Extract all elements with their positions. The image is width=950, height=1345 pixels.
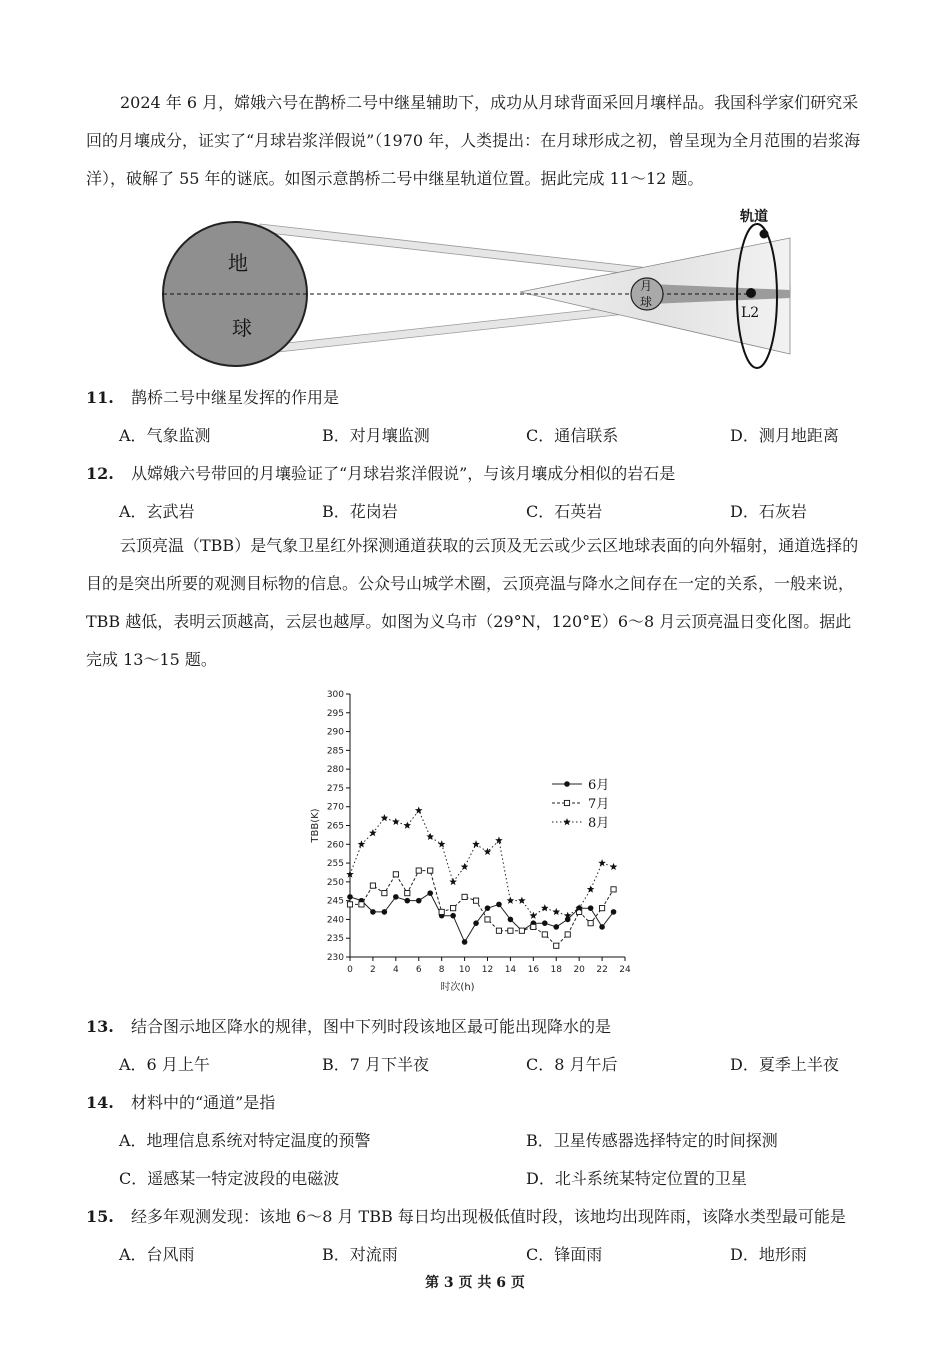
l2-point	[746, 288, 756, 298]
question-14	[86, 1090, 876, 1113]
question-11	[86, 385, 876, 408]
question-number: 15.	[86, 1207, 114, 1226]
data-point-series-1	[611, 909, 617, 915]
x-tick-label: 8	[438, 965, 445, 975]
data-point-series-1	[553, 924, 559, 930]
y-tick-label: 245	[326, 896, 344, 907]
orbit-label: 轨道	[740, 209, 768, 225]
data-point-series-2	[359, 902, 364, 907]
y-tick-label: 260	[326, 840, 344, 851]
legend-label-3: 8月	[588, 816, 610, 831]
data-point-series-3	[518, 897, 526, 904]
option-c[interactable]: C．8 月午后	[526, 1055, 618, 1074]
data-point-series-2	[542, 932, 547, 937]
x-tick-label: 14	[504, 965, 517, 975]
y-tick-label: 255	[326, 859, 344, 870]
option-a[interactable]: A．6 月上午	[119, 1055, 210, 1074]
data-point-series-2	[496, 928, 501, 933]
data-point-series-2	[611, 887, 616, 892]
x-tick-label: 2	[370, 965, 376, 975]
y-tick-label: 290	[326, 727, 344, 738]
y-tick-label: 265	[326, 821, 344, 832]
data-point-series-1	[599, 924, 605, 930]
data-point-series-2	[428, 868, 433, 873]
y-tick-label: 250	[326, 877, 344, 888]
data-point-series-2	[473, 898, 478, 903]
data-point-series-2	[485, 917, 490, 922]
relay-satellite-diagram	[150, 204, 810, 374]
x-tick-label: 20	[573, 965, 585, 975]
data-point-series-3	[392, 818, 400, 825]
data-point-series-3	[598, 859, 606, 866]
option-a[interactable]: A．玄武岩	[119, 502, 195, 521]
y-tick-label: 240	[326, 915, 344, 926]
data-point-series-1	[347, 894, 353, 900]
option-c[interactable]: C．通信联系	[526, 426, 619, 445]
data-point-series-2	[451, 906, 456, 911]
data-point-series-2	[370, 883, 375, 888]
relay-satellite	[760, 230, 769, 239]
data-point-series-3	[507, 897, 515, 904]
data-point-series-1	[542, 920, 548, 926]
l2-label: L2	[741, 305, 760, 321]
data-point-series-1	[462, 939, 468, 945]
tbb-daily-chart	[300, 684, 640, 1004]
data-point-series-2	[531, 924, 536, 929]
y-tick-label: 275	[326, 783, 344, 794]
earth-label-top: 地	[228, 251, 248, 275]
data-point-series-1	[382, 909, 388, 915]
option-c[interactable]: C．锋面雨	[526, 1245, 603, 1264]
passage-1: 2024 年 6 月，嫦娥六号在鹊桥二号中继星辅助下，成功从月球背面采回月壤样品。我国科学家们研究采回的月壤成分，证实了“月球岩浆洋假说”（1970 年，人类提出：在月球形成之初，曾呈现为全月范围的岩浆海洋），破解了 55 年的谜底。如图示意鹊桥二号中继星轨道位置。据此完成 11～12 题。	[86, 93, 861, 188]
y-tick-label: 280	[326, 765, 344, 776]
x-tick-label: 24	[619, 965, 631, 975]
data-point-series-2	[416, 868, 421, 873]
legend-label-2: 7月	[588, 797, 610, 812]
legend-marker-2	[564, 800, 569, 805]
question-number: 14.	[86, 1093, 114, 1112]
moon-label-bottom: 球	[640, 295, 653, 309]
legend-label-1: 6月	[588, 778, 610, 793]
moon-label-top: 月	[640, 279, 653, 293]
data-point-series-2	[519, 928, 524, 933]
data-point-series-1	[404, 898, 410, 904]
data-point-series-1	[508, 917, 514, 923]
y-tick-label: 295	[326, 708, 344, 719]
data-point-series-1	[588, 905, 594, 911]
y-tick-label: 235	[326, 934, 344, 945]
data-point-series-1	[370, 909, 376, 915]
data-point-series-2	[554, 943, 559, 948]
question-13	[86, 1014, 876, 1037]
data-point-series-1	[427, 890, 433, 896]
option-d[interactable]: D．北斗系统某特定位置的卫星	[526, 1169, 747, 1188]
data-point-series-2	[347, 902, 352, 907]
data-point-series-3	[541, 904, 549, 911]
option-d[interactable]: D．石灰岩	[730, 502, 807, 521]
question-15	[86, 1204, 876, 1227]
page-footer: 第 3 页 共 6 页	[425, 1275, 525, 1291]
option-b[interactable]: B．对流雨	[322, 1245, 398, 1264]
y-tick-label: 230	[326, 953, 344, 963]
data-point-series-2	[405, 891, 410, 896]
data-point-series-1	[473, 920, 479, 926]
question-stem: 结合图示地区降水的规律，图中下列时段该地区最可能出现降水的是	[130, 1017, 611, 1036]
data-point-series-3	[403, 822, 411, 829]
data-point-series-1	[485, 905, 491, 911]
data-point-series-3	[587, 885, 595, 892]
passage-2: 云顶亮温（TBB）是气象卫星红外探测通道获取的云顶及无云或少云区地球表面的向外辐射，通道选择的目的是突出所要的观测目标物的信息。公众号山城学术圈，云顶亮温与降水之间存在一定的关系，一般来说，TBB 越低，表明云顶越高，云层也越厚。如图为义乌市（29°N，120°E）6～8 月云顶亮温日变化图。据此完成 13～15 题。	[86, 536, 859, 669]
earth-label-bottom: 球	[232, 316, 252, 340]
option-b[interactable]: B．花岗岩	[322, 502, 398, 521]
data-point-series-2	[393, 872, 398, 877]
option-c[interactable]: C．遥感某一特定波段的电磁波	[119, 1169, 340, 1188]
x-tick-label: 12	[481, 965, 494, 975]
question-stem: 从嫦娥六号带回的月壤验证了“月球岩浆洋假说”，与该月壤成分相似的岩石是	[130, 464, 676, 483]
y-tick-label: 300	[326, 690, 344, 700]
option-b[interactable]: B．卫星传感器选择特定的时间探测	[526, 1131, 778, 1150]
x-tick-label: 22	[596, 965, 608, 975]
data-point-series-1	[393, 894, 399, 900]
question-stem: 经多年观测发现：该地 6～8 月 TBB 每日均出现极低值时段，该地均出现阵雨，该降水类型最可能是	[130, 1207, 846, 1226]
data-point-series-1	[416, 898, 422, 904]
data-point-series-1	[496, 902, 502, 908]
x-tick-label: 4	[392, 965, 399, 975]
data-point-series-2	[599, 906, 604, 911]
x-tick-label: 6	[415, 965, 422, 975]
data-point-series-2	[462, 894, 467, 899]
data-point-series-3	[426, 833, 434, 840]
data-point-series-3	[472, 840, 480, 847]
data-point-series-2	[508, 928, 513, 933]
data-point-series-3	[552, 908, 560, 915]
data-point-series-2	[439, 909, 444, 914]
option-d[interactable]: D．夏季上半夜	[730, 1055, 839, 1074]
data-point-series-2	[382, 891, 387, 896]
series-line-2	[350, 871, 614, 946]
data-point-series-3	[438, 840, 446, 847]
y-tick-label: 285	[326, 746, 344, 757]
legend-marker-3	[563, 818, 571, 825]
data-point-series-3	[415, 806, 423, 813]
x-axis-label: 时次(h)	[440, 982, 475, 993]
data-point-series-3	[449, 878, 457, 885]
y-axis-label: TBB(K)	[310, 808, 321, 843]
data-point-series-2	[565, 932, 570, 937]
data-point-series-2	[588, 921, 593, 926]
option-a[interactable]: A．地理信息系统对特定温度的预警	[119, 1131, 371, 1150]
series-line-1	[350, 893, 614, 942]
data-point-series-3	[495, 837, 503, 844]
question-12	[86, 461, 876, 484]
question-number: 11.	[86, 388, 114, 407]
data-point-series-1	[450, 913, 456, 919]
option-b[interactable]: B．7 月下半夜	[322, 1055, 430, 1074]
x-tick-label: 0	[347, 965, 353, 975]
x-tick-label: 18	[550, 965, 562, 975]
data-point-series-3	[461, 863, 469, 870]
x-tick-label: 10	[458, 965, 471, 975]
option-d[interactable]: D．测月地距离	[730, 426, 839, 445]
option-a[interactable]: A．台风雨	[119, 1245, 195, 1264]
legend-marker-1	[564, 781, 570, 787]
data-point-series-3	[610, 863, 618, 870]
option-a[interactable]: A．气象监测	[119, 426, 211, 445]
y-tick-label: 270	[326, 802, 344, 813]
question-stem: 材料中的“通道”是指	[130, 1093, 276, 1112]
data-point-series-3	[484, 848, 492, 855]
x-tick-label: 16	[527, 965, 540, 975]
series-line-3	[350, 811, 614, 916]
question-number: 12.	[86, 464, 114, 483]
option-c[interactable]: C．石英岩	[526, 502, 603, 521]
option-b[interactable]: B．对月壤监测	[322, 426, 430, 445]
option-d[interactable]: D．地形雨	[730, 1245, 807, 1264]
question-number: 13.	[86, 1017, 114, 1036]
data-point-series-3	[381, 814, 389, 821]
question-stem: 鹊桥二号中继星发挥的作用是	[130, 388, 339, 407]
